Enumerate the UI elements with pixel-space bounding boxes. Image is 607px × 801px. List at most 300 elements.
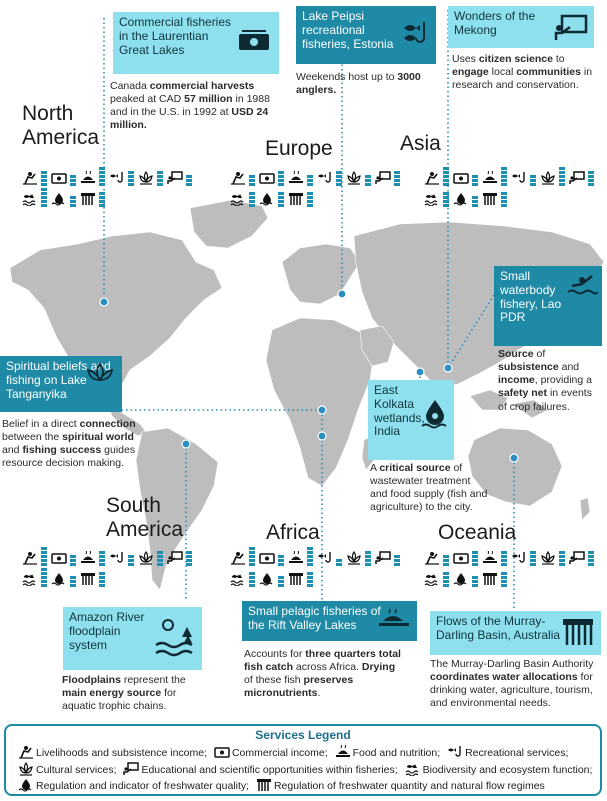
desc-emphasis: preserves micronutrients [244, 674, 354, 700]
level-bar [501, 584, 507, 587]
level-bar [336, 179, 342, 182]
case-card-rift [242, 601, 417, 641]
level-bar [307, 559, 313, 562]
service-level-bars [559, 551, 565, 566]
legend-livelihoods: Livelihoods and subsistence income; [36, 747, 208, 759]
service-cell-biodiversity [22, 189, 50, 209]
level-bar [249, 175, 255, 178]
service-cell-cultural [540, 548, 568, 568]
service-level-bars [559, 167, 565, 186]
services-grid-oceania [424, 548, 597, 589]
level-bar [157, 171, 163, 174]
education-board-icon [554, 14, 588, 40]
level-bar [99, 584, 105, 587]
level-bar [41, 572, 47, 575]
level-bar [443, 580, 449, 583]
desc-text: and [2, 444, 23, 457]
level-bar [70, 175, 76, 178]
service-level-bars [307, 547, 313, 566]
region-label-africa: Africa [266, 521, 320, 544]
level-bar [70, 563, 76, 566]
level-bar [588, 171, 594, 174]
level-bar [186, 551, 192, 554]
desc-text: A [370, 462, 380, 474]
level-bar [472, 555, 478, 558]
level-bar [41, 179, 47, 182]
level-bar [443, 192, 449, 195]
service-level-bars [249, 192, 255, 207]
services-grid-north-america [22, 168, 195, 209]
level-bar [278, 559, 284, 562]
level-bar [307, 183, 313, 186]
service-cell-commercial [51, 168, 79, 188]
service-cell-livelihoods [22, 168, 50, 188]
service-cell-commercial [259, 548, 287, 568]
desc-emphasis: commercial harvests [149, 80, 255, 92]
desc-text: in 1988 and in the U.S. in 1992 at [110, 93, 270, 119]
level-bar [278, 179, 284, 182]
service-cell-education [569, 548, 597, 568]
level-bar [249, 584, 255, 587]
service-cell-quantity [80, 569, 108, 589]
level-bar [530, 551, 536, 554]
case-desc-tanganyika [2, 418, 150, 471]
level-bar [41, 584, 47, 587]
level-bar [588, 183, 594, 186]
service-cell-biodiversity [22, 569, 50, 589]
legend-recreational: Recreational services; [465, 747, 569, 759]
level-bar [70, 179, 76, 182]
level-bar [307, 175, 313, 178]
level-bar [443, 196, 449, 199]
level-bar [443, 167, 449, 170]
service-level-bars [307, 572, 313, 587]
level-bar [443, 175, 449, 178]
level-bar [278, 175, 284, 178]
desc-text: Weekends host up to [296, 71, 398, 83]
level-bar [472, 179, 478, 182]
food-dish-icon [377, 609, 411, 633]
level-bar [443, 183, 449, 186]
level-bar [443, 555, 449, 558]
level-bar [249, 200, 255, 203]
desc-emphasis: citizen science [478, 53, 553, 65]
level-bar [472, 196, 478, 199]
level-bar [278, 200, 284, 203]
desc-text: Accounts for [244, 648, 306, 660]
level-bar [394, 183, 400, 186]
service-level-bars [41, 547, 47, 566]
level-bar [472, 175, 478, 178]
level-bar [70, 200, 76, 203]
water-quantity-icon [256, 780, 274, 792]
service-cell-quality [51, 569, 79, 589]
service-cell-cultural [138, 168, 166, 188]
desc-text: to [552, 53, 565, 65]
level-bar [530, 175, 536, 178]
level-bar [472, 580, 478, 583]
service-cell-livelihoods [230, 548, 258, 568]
level-bar [501, 179, 507, 182]
service-level-bars [278, 192, 284, 207]
desc-emphasis: Drying [361, 661, 396, 674]
service-cell-recreational [109, 548, 137, 568]
level-bar [307, 555, 313, 558]
level-bar [501, 551, 507, 554]
case-card-tanganyika [0, 356, 122, 412]
desc-text: of these fish [244, 674, 304, 687]
level-bar [501, 171, 507, 174]
level-bar [157, 175, 163, 178]
level-bar [41, 555, 47, 558]
service-level-bars [588, 551, 594, 566]
desc-text: between the [2, 431, 63, 444]
service-level-bars [70, 576, 76, 587]
services-legend [4, 724, 602, 796]
service-level-bars [128, 171, 134, 186]
level-bar [365, 559, 371, 562]
level-bar [501, 192, 507, 195]
legend-quantity: Regulation of freshwater quantity and natural flow regimes [273, 780, 545, 792]
service-level-bars [501, 551, 507, 566]
level-bar [41, 171, 47, 174]
service-cell-livelihoods [230, 168, 258, 188]
desc-emphasis: income [498, 374, 535, 387]
service-level-bars [70, 175, 76, 186]
region-label-oceania: Oceania [438, 521, 517, 544]
level-bar [249, 559, 255, 562]
desc-emphasis: 57 million [184, 93, 233, 106]
level-bar [128, 563, 134, 566]
level-bar [99, 200, 105, 203]
level-bar [278, 555, 284, 558]
level-bar [99, 580, 105, 583]
desc-text: Uses [452, 53, 479, 65]
service-level-bars [99, 192, 105, 207]
service-cell-food [80, 168, 108, 188]
level-bar [336, 559, 342, 562]
service-level-bars [41, 568, 47, 587]
service-cell-education [569, 168, 597, 188]
desc-text: in research and conservation. [452, 66, 593, 92]
desc-emphasis: USD 24 million. [110, 106, 269, 132]
case-title-mekong: Wonders of the Mekong [454, 9, 536, 37]
service-level-bars [278, 576, 284, 587]
level-bar [307, 179, 313, 182]
level-bar [336, 563, 342, 566]
service-level-bars [70, 555, 76, 566]
level-bar [99, 563, 105, 566]
desc-text: . [317, 687, 321, 700]
service-level-bars [443, 192, 449, 207]
service-level-bars [443, 167, 449, 186]
level-bar [501, 555, 507, 558]
level-bar [443, 563, 449, 566]
service-cell-recreational [317, 548, 345, 568]
level-bar [41, 175, 47, 178]
case-title-laurentian: Commercial fisheries in the Laurentian Great Lakes [119, 15, 232, 57]
level-bar [99, 559, 105, 562]
level-bar [559, 175, 565, 178]
level-bar [41, 568, 47, 571]
level-bar [472, 200, 478, 203]
service-cell-livelihoods [22, 548, 50, 568]
service-level-bars [278, 555, 284, 566]
level-bar [41, 200, 47, 203]
service-level-bars [530, 175, 536, 186]
service-level-bars [249, 572, 255, 587]
level-bar [365, 555, 371, 558]
service-cell-education [375, 548, 403, 568]
legend-biodiversity: Biodiversity and ecosystem function; [422, 764, 593, 776]
level-bar [559, 183, 565, 186]
level-bar [99, 555, 105, 558]
level-bar [278, 183, 284, 186]
service-level-bars [278, 171, 284, 186]
level-bar [588, 555, 594, 558]
case-desc-rift [244, 648, 402, 701]
level-bar [99, 572, 105, 575]
service-cell-biodiversity [424, 189, 452, 209]
desc-text: local [488, 66, 517, 79]
level-bar [501, 183, 507, 186]
level-bar [41, 188, 47, 191]
desc-emphasis: Floodplains [62, 674, 121, 686]
level-bar [249, 572, 255, 575]
service-level-bars [41, 171, 47, 186]
level-bar [472, 183, 478, 186]
level-bar [249, 204, 255, 207]
service-cell-recreational [511, 548, 539, 568]
case-desc-peipsi [296, 71, 436, 97]
desc-emphasis: connection [79, 418, 136, 430]
service-level-bars [157, 551, 163, 566]
level-bar [70, 204, 76, 207]
legend-cultural: Cultural services; [36, 764, 117, 776]
case-card-kolkata [368, 380, 454, 460]
service-cell-quality [453, 189, 481, 209]
level-bar [99, 576, 105, 579]
level-bar [41, 196, 47, 199]
level-bar [307, 196, 313, 199]
level-bar [501, 167, 507, 170]
level-bar [559, 555, 565, 558]
level-bar [128, 175, 134, 178]
case-card-amazon [63, 607, 202, 670]
biodiversity-icon [405, 764, 423, 776]
level-bar [278, 192, 284, 195]
level-bar [501, 563, 507, 566]
level-bar [249, 555, 255, 558]
level-bar [249, 183, 255, 186]
swimmer-fisher-icon [566, 272, 598, 300]
level-bar [394, 175, 400, 178]
level-bar [472, 559, 478, 562]
level-bar [99, 183, 105, 186]
level-bar [249, 576, 255, 579]
services-grid-europe [230, 168, 403, 209]
level-bar [472, 204, 478, 207]
level-bar [559, 171, 565, 174]
desc-text: and [558, 361, 580, 374]
level-bar [249, 192, 255, 195]
case-card-peipsi [296, 6, 436, 64]
desc-text: of wastewater treatment and food supply (fish and agriculture) to the city. [370, 462, 488, 514]
case-title-kolkata: East Kolkata wetlands, India [374, 383, 425, 439]
level-bar [365, 563, 371, 566]
service-level-bars [70, 196, 76, 207]
level-bar [307, 547, 313, 550]
level-bar [99, 175, 105, 178]
services-grid-south-america [22, 548, 195, 589]
floodplain-icon [154, 615, 196, 659]
case-title-tanganyika: Spiritual beliefs and fishing on Lake Tanganyika [6, 359, 111, 401]
level-bar [41, 183, 47, 186]
desc-emphasis: engage [452, 66, 489, 79]
service-cell-livelihoods [424, 548, 452, 568]
case-title-lao: Small waterbody fishery, Lao PDR [500, 269, 562, 325]
level-bar [530, 179, 536, 182]
level-bar [249, 179, 255, 182]
service-cell-education [375, 168, 403, 188]
service-cell-livelihoods [424, 168, 452, 188]
level-bar [501, 559, 507, 562]
level-bar [70, 584, 76, 587]
level-bar [70, 559, 76, 562]
level-bar [307, 563, 313, 566]
level-bar [41, 204, 47, 207]
level-bar [249, 196, 255, 199]
case-desc-lao [498, 348, 602, 414]
lotus-icon [84, 362, 116, 384]
service-cell-commercial [453, 168, 481, 188]
level-bar [278, 563, 284, 566]
service-cell-quantity [80, 189, 108, 209]
desc-emphasis: safety net [498, 387, 548, 400]
level-bar [186, 559, 192, 562]
service-level-bars [99, 572, 105, 587]
service-level-bars [472, 196, 478, 207]
service-level-bars [501, 167, 507, 186]
service-level-bars [99, 167, 105, 186]
water-quality-icon [18, 780, 36, 792]
region-label-asia: Asia [400, 132, 441, 155]
service-cell-commercial [51, 548, 79, 568]
service-cell-quality [51, 189, 79, 209]
service-cell-cultural [540, 168, 568, 188]
level-bar [41, 547, 47, 550]
desc-text: represent the [120, 674, 186, 686]
level-bar [99, 171, 105, 174]
level-bar [588, 559, 594, 562]
level-bar [365, 183, 371, 186]
level-bar [278, 576, 284, 579]
level-bar [157, 183, 163, 186]
level-bar [501, 200, 507, 203]
level-bar [99, 204, 105, 207]
level-bar [501, 196, 507, 199]
level-bar [157, 551, 163, 554]
desc-text: , providing a [534, 374, 592, 387]
education-icon [123, 764, 141, 776]
service-level-bars [157, 171, 163, 186]
service-level-bars [249, 547, 255, 566]
level-bar [472, 551, 478, 554]
water-drop-icon [420, 398, 450, 430]
case-card-mekong [448, 6, 594, 48]
region-label-south-america: South America [106, 494, 184, 542]
case-card-murray [430, 611, 601, 655]
desc-text: of [533, 348, 546, 360]
level-bar [70, 576, 76, 579]
level-bar [157, 179, 163, 182]
service-level-bars [186, 175, 192, 186]
level-bar [41, 576, 47, 579]
desc-text: for aquatic trophic chains. [62, 687, 177, 713]
level-bar [70, 580, 76, 583]
level-bar [41, 563, 47, 566]
desc-emphasis: communities [516, 66, 581, 79]
level-bar [278, 584, 284, 587]
level-bar [128, 559, 134, 562]
legend-quality: Regulation and indicator of freshwater quality; [36, 780, 250, 792]
level-bar [307, 192, 313, 195]
level-bar [394, 179, 400, 182]
livelihoods-icon [18, 747, 36, 759]
desc-emphasis: main energy source [62, 687, 162, 700]
desc-emphasis: spiritual world [62, 431, 134, 444]
service-cell-recreational [317, 168, 345, 188]
desc-text: guides resource decision making. [2, 444, 136, 470]
desc-emphasis: fishing success [22, 444, 102, 457]
level-bar [249, 551, 255, 554]
level-bar [307, 584, 313, 587]
desc-emphasis: Source [498, 348, 534, 360]
recreational-icon [447, 747, 465, 759]
service-cell-commercial [453, 548, 481, 568]
level-bar [186, 563, 192, 566]
level-bar [443, 171, 449, 174]
level-bar [559, 563, 565, 566]
service-level-bars [128, 555, 134, 566]
service-cell-education [167, 548, 195, 568]
desc-text: for drinking water, agriculture, tourism, and environmental needs. [430, 671, 593, 710]
service-level-bars [336, 171, 342, 186]
service-cell-quantity [288, 189, 316, 209]
level-bar [307, 204, 313, 207]
service-cell-food [482, 168, 510, 188]
level-bar [588, 175, 594, 178]
service-level-bars [394, 171, 400, 186]
level-bar [128, 183, 134, 186]
level-bar [559, 551, 565, 554]
service-cell-quality [259, 189, 287, 209]
level-bar [394, 171, 400, 174]
level-bar [157, 555, 163, 558]
service-cell-food [482, 548, 510, 568]
service-level-bars [365, 175, 371, 186]
service-cell-cultural [346, 168, 374, 188]
service-level-bars [365, 551, 371, 566]
case-desc-laurentian [110, 80, 280, 133]
level-bar [588, 551, 594, 554]
level-bar [559, 167, 565, 170]
service-cell-commercial [259, 168, 287, 188]
service-cell-quantity [288, 569, 316, 589]
level-bar [443, 200, 449, 203]
service-level-bars [472, 576, 478, 587]
service-level-bars [588, 171, 594, 186]
